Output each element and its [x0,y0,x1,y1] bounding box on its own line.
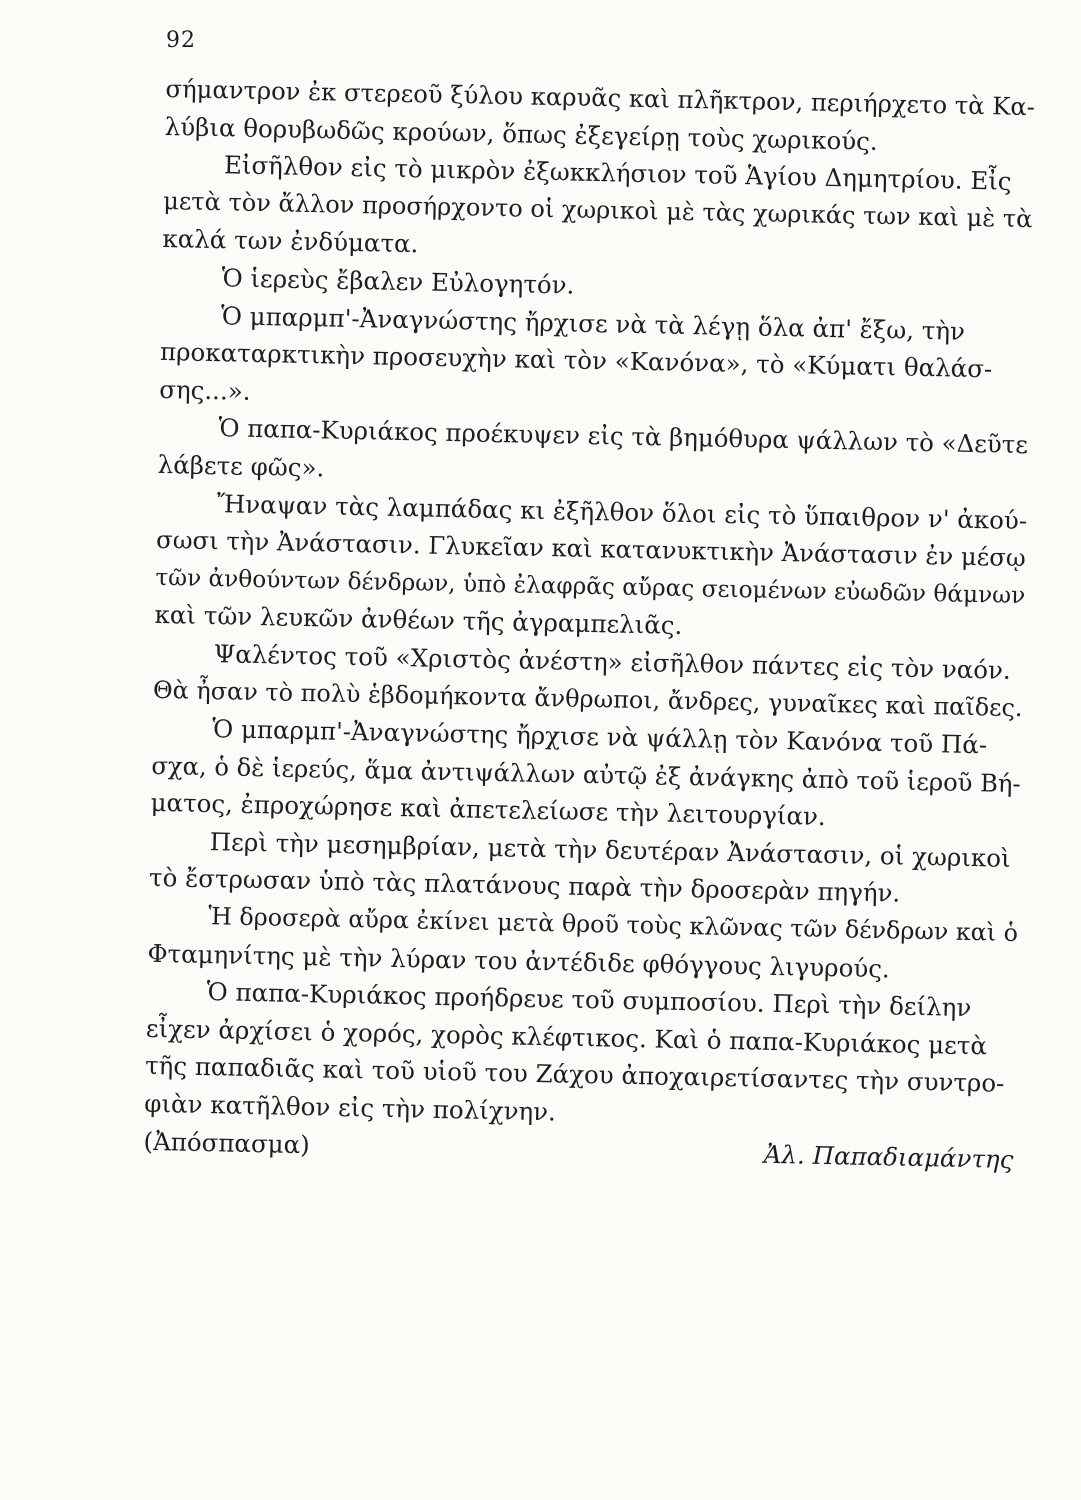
text-line: Ψαλέντος τοῦ «Χριστὸς ἀνέστη» εἰσῆλθον πάντες εἰς τὸν ναόν. [213,639,1012,685]
text-line: λάβετε φῶς». [157,449,325,483]
text-line: προκαταρκτικὴν προσευχὴν καὶ τὸν «Κανόνα», τὸ «Κύματι θαλάσ- [159,337,993,384]
text-line: Ὁ μπαρμπ'-Ἀναγνώστης ἤρχισε νὰ τὰ λέγῃ ὅλα ἀπ' ἔξω, τὴν [220,300,966,346]
text-line: Ἡ δροσερὰ αὔρα ἐκίνει μετὰ θροῦ τοὺς κλῶνας τῶν δένδρων καὶ ὁ [207,902,1019,948]
text-line: εἶχεν ἀρχίσει ὁ χορός, χορὸς κλέφτικος. Καὶ ὁ παπα-Κυριάκος μετὰ [145,1013,988,1061]
text-line: Ὁ μπαρμπ'-Ἀναγνώστης ἤρχισε νὰ ψάλλῃ τὸν Κανόνα τοῦ Πά- [211,714,988,760]
text-line: Εἰσῆλθον εἰς τὸ μικρὸν ἐξωκκλήσιον τοῦ Ἁγίου Δημητρίου. Εἶς [223,150,1012,196]
text-line: σης...». [159,374,251,406]
text-line: σήμαντρον ἐκ στερεοῦ ξύλου καρυᾶς καὶ πλῆκτρον, περιήρχετο τὰ Κα- [165,73,1036,122]
source-note: (Ἀπόσπασμα) [143,1126,311,1159]
text-line: τὸ ἔστρωσαν ὑπὸ τὰς πλατάνους παρὰ τὴν δροσερὰν πηγήν. [148,863,901,909]
text-line: σωσι τὴν Ἀνάστασιν. Γλυκεῖαν καὶ κατανυκτικὴν Ἀνάστασιν ἐν μέσῳ [155,525,1027,573]
text-line: Περὶ τὴν μεσημβρίαν, μετὰ τὴν δευτέραν Ἀνάστασιν, οἱ χωρικοὶ [209,826,1011,873]
text-line: Ὁ ἱερεὺς ἔβαλεν Εὐλογητόν. [221,263,575,300]
text-line: σχα, ὁ δὲ ἱερεύς, ἅμα ἀντιψάλλων αὐτῷ ἐξ ἀνάγκης ἀπὸ τοῦ ἱεροῦ Βή- [151,750,1021,798]
text-line: τῆς παπαδιᾶς καὶ τοῦ υἱοῦ του Ζάχου ἀποχαιρετίσαντες τὴν συντρο- [144,1051,1005,1099]
text-line: φιὰν κατῆλθον εἰς τὴν πολίχνην. [144,1088,557,1127]
text-line: Φταμηνίτης μὲ τὴν λύραν του ἀντέδιδε φθόγγους λιγυρούς. [147,938,891,984]
text-line: καλά των ἐνδύματα. [162,224,419,259]
text-line: Ὁ παπα-Κυριάκος προέκυψεν εἰς τὰ βημόθυρα ψάλλων τὸ «Δεῦτε [218,413,1029,460]
text-body [143,70,1036,1178]
text-line: μετὰ τὸν ἄλλον προσήρχοντο οἱ χωρικοὶ μὲ τὰς χωρικάς των καὶ μὲ τὰ [162,186,1033,233]
text-line: λύβια θορυβωδῶς κρούων, ὅπως ἐξεγείρῃ τοὺς χωρικούς. [164,111,878,156]
text-line: τῶν ἀνθούντων δένδρων, ὑπὸ ἐλαφρᾶς αὔρας σειομένων εὐωδῶν θάμνων [155,563,1026,609]
text-line: ματος, ἐπροχώρησε καὶ ἀπετελείωσε τὴν λειτουργίαν. [150,788,827,832]
text-line: Ἤναψαν τὰς λαμπάδας κι ἐξῆλθον ὅλοι εἰς τὸ ὕπαιθρον ν' ἀκού- [216,488,1028,535]
text-line: Ὁ παπα-Κυριάκος προήδρευε τοῦ συμποσίου. Περὶ τὴν δείλην [206,977,972,1023]
text-line: Θὰ ἦσαν τὸ πολὺ ἑβδομήκοντα ἄνθρωποι, ἄνδρες, γυναῖκες καὶ παῖδες. [152,675,1023,722]
page-number: 92 [166,28,196,53]
author-signature: Ἀλ. Παπαδιαμάντης [763,1139,1014,1174]
text-line: καὶ τῶν λευκῶν ἀνθέων τῆς ἀγραμπελιᾶς. [154,600,683,641]
